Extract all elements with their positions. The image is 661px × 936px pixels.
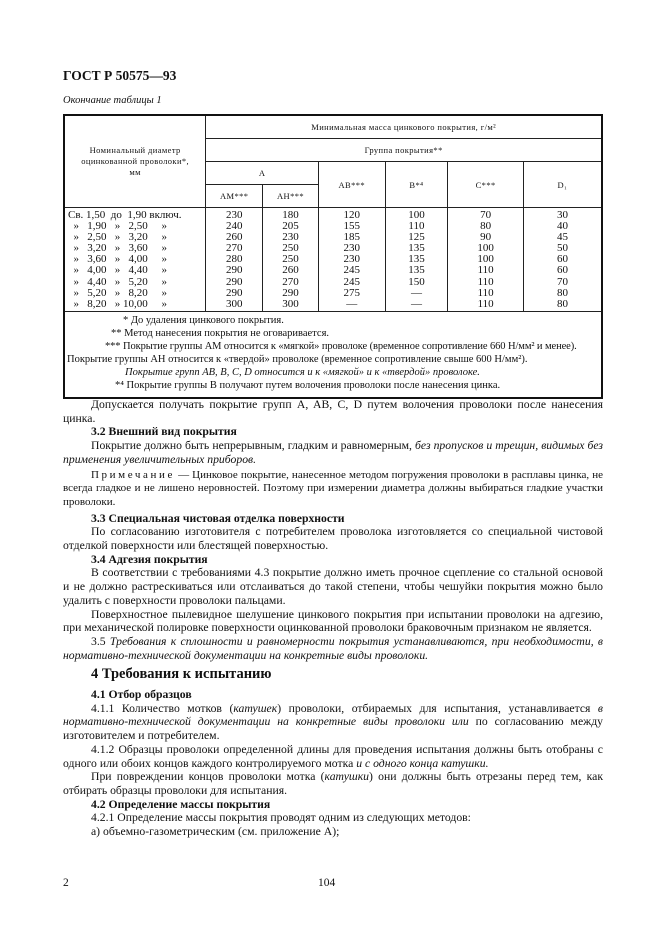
text: Поверхностное пылевидное шелушение цинкового покрытия при испытании проволоки на адгезию, при механической полировке поверхности оцинкованной проволоки браковочным признаком не является. (63, 607, 603, 635)
paragraph (63, 702, 603, 743)
paragraph (63, 825, 603, 839)
mass-value: 80 (480, 220, 492, 233)
header-am: AM*** (206, 185, 263, 208)
text: Допускается получать покрытие групп A, AB, C, D путем волочения проволоки после нанесения цинка. (63, 398, 603, 425)
header-group-a: A (206, 162, 319, 185)
footnote: ** Метод нанесения покрытия не оговаривается. (111, 327, 330, 339)
mass-value: 300 (225, 297, 243, 310)
paragraph (63, 770, 603, 797)
mass-value: 180 (282, 209, 299, 221)
header-b: B*⁴ (385, 162, 448, 208)
text: 3.5 (91, 634, 110, 648)
paragraph (63, 608, 603, 635)
mass-value: 60 (556, 264, 568, 277)
mass-value: 245 (343, 275, 361, 288)
table-caption: Окончание таблицы 1 (63, 95, 162, 106)
footnote: * До удаления цинкового покрытия. (123, 314, 284, 326)
mass-value: 125 (408, 231, 425, 244)
mass-value: 100 (408, 209, 425, 221)
section-heading (63, 512, 603, 526)
diameter-range: » 8,20 » 10,00 » (68, 297, 167, 310)
c-column (448, 208, 524, 312)
ah-column (263, 208, 319, 312)
mass-value: 250 (282, 242, 299, 255)
mass-value: 300 (282, 297, 299, 310)
diameter-range: » 5,20 » 8,20 » (68, 286, 167, 299)
mass-value: 240 (225, 220, 243, 233)
text: 4.2 Определение массы покрытия (91, 797, 271, 811)
mass-value: 100 (477, 242, 494, 255)
sheet-number: 104 (318, 877, 336, 889)
header-diameter: Номинальный диаметр оцинкованной проволоки*, мм (64, 115, 206, 208)
note (63, 469, 603, 510)
text: а) объемно-газометрическим (см. приложение A); (91, 825, 340, 839)
mass-value: 80 (556, 286, 568, 299)
mass-value: 230 (282, 231, 299, 244)
header-d1: D₁ (523, 162, 602, 208)
header-ab: AB*** (318, 162, 385, 208)
mass-value: 185 (343, 231, 361, 244)
mass-value: 110 (477, 275, 494, 288)
mass-value: 275 (343, 286, 361, 299)
zinc-coating-table (63, 114, 603, 399)
mass-value: 230 (343, 242, 361, 255)
paragraph (63, 566, 603, 607)
diameter-range: » 4,40 » 5,20 » (68, 275, 167, 288)
mass-value: 135 (408, 264, 425, 277)
text: 4 Требования к испытанию (91, 666, 272, 683)
footnote: Покрытие группы AH относится к «твердой» проволоке (временное сопротивление свыше 600 Н/мм²). (67, 353, 528, 365)
mass-value: 250 (282, 253, 299, 266)
diameter-range: » 1,90 » 2,50 » (68, 220, 167, 233)
diameter-range: Св. 1,50 до 1,90 включ. (68, 209, 182, 221)
mass-value: 110 (477, 297, 494, 310)
italic-text: Требования к сплошности и равномерности покрытия устанавливаются, при необходимости, в нормативно-технической документации на конкретные виды проволоки. (63, 634, 603, 662)
paragraph (63, 439, 603, 466)
mass-value: 135 (408, 253, 425, 266)
mass-value: 110 (477, 286, 494, 299)
am-column (206, 208, 263, 312)
mass-value: 260 (225, 231, 243, 244)
text: ) они должны быть отрезаны перед тем, как отбирать образцы проволоки для испытания. (63, 770, 603, 797)
mass-value: 290 (225, 275, 243, 288)
diameter-range: » 4,00 » 4,40 » (68, 264, 167, 277)
mass-value: 80 (556, 297, 568, 310)
text: по согласованию между изготовителем и потребителем. (63, 715, 604, 743)
mass-value: 100 (477, 253, 494, 266)
mass-value: 120 (343, 209, 361, 221)
italic-text: без пропусков и трещин, видимых без применения увеличительных приборов. (63, 439, 603, 466)
mass-value: 45 (556, 231, 568, 244)
ab-column (318, 208, 385, 312)
mass-value: 40 (556, 220, 568, 233)
mass-value: 50 (556, 242, 568, 255)
text: В соответствии с требованиями 4.3 покрытие должно иметь прочное сцепление со стальной основой и не должно растрескиваться или отслаиваться до такой степени, чтобы чешуйки покрытия можно было удалить с поверхности проволоки пальцами. (63, 566, 603, 607)
mass-value: 230 (225, 209, 243, 221)
b-column (385, 208, 448, 312)
mass-value: 135 (408, 242, 425, 255)
text: 3.4 Адгезия покрытия (91, 552, 208, 566)
text: При повреждении концов проволоки мотка ( (91, 770, 325, 784)
footnote: *** Покрытие группы AM относится к «мягкой» проволоке (временное сопротивление 660 Н/мм² и менее). (105, 340, 577, 352)
diameter-range: » 2,50 » 3,20 » (68, 231, 167, 244)
mass-value: 60 (556, 253, 568, 266)
mass-value: 150 (408, 275, 425, 288)
diameter-range: » 3,60 » 4,00 » (68, 253, 167, 266)
text: ) проволоки, отбираемых для испытания, устанавливается (277, 701, 598, 715)
d1-column (523, 208, 602, 312)
section-heading (63, 553, 603, 567)
footnote: Покрытие групп AB, B, C, D относится и к «мягкой» и к «твердой» проволоке. (125, 366, 480, 378)
mass-value: 70 (556, 275, 568, 288)
paragraph (63, 743, 603, 770)
paragraph (63, 398, 603, 425)
mass-value: 110 (408, 220, 425, 233)
diameter-range: » 3,20 » 3,60 » (68, 242, 167, 255)
mass-value: 290 (225, 286, 243, 299)
italic-text: в нормативно-технической документации на конкретные виды проволоки или (63, 701, 603, 729)
footnote: *⁴ Покрытие группы B получают путем волочения проволоки после нанесения цинка. (115, 379, 501, 391)
mass-value: 70 (480, 209, 492, 221)
text: 3.3 Специальная чистовая отделка поверхности (91, 511, 345, 525)
document-code: ГОСТ Р 50575—93 (63, 68, 177, 83)
mass-value: 30 (556, 209, 568, 221)
italic-text: катушек (233, 701, 278, 715)
mass-value: 290 (225, 264, 243, 277)
header-mass: Минимальная масса цинкового покрытия, г/м² (206, 115, 602, 139)
mass-value: — (410, 286, 422, 299)
section-heading (63, 668, 603, 682)
mass-value: 110 (477, 264, 494, 277)
mass-value: 280 (225, 253, 243, 266)
text: 4.1.2 Образцы проволоки определенной длины для проведения испытания должны быть отобраны с одного или обоих концов каждого контролируемого мотка (63, 742, 603, 770)
mass-value: 270 (225, 242, 243, 255)
mass-value: 245 (343, 264, 361, 277)
mass-value: 90 (480, 231, 492, 244)
mass-value: 290 (282, 286, 299, 299)
section-heading (63, 688, 603, 702)
mass-value: 230 (343, 253, 361, 266)
paragraph (63, 811, 603, 825)
mass-value: — (346, 297, 358, 310)
mass-value: 260 (282, 264, 299, 277)
paragraph (63, 525, 603, 552)
table-footnotes (64, 311, 602, 398)
header-c: C*** (448, 162, 524, 208)
text: 4.1 Отбор образцов (91, 688, 192, 702)
mass-value: — (410, 297, 422, 310)
section-heading (63, 798, 603, 812)
mass-value: 155 (343, 220, 361, 233)
text: — Цинковое покрытие, нанесенное методом погружения проволоки в расплавы цинка, не всегда гладкое и не лишено неровностей. Поэтому при измерении диаметра должны выбираться гладкие участки проволоки. (63, 468, 603, 508)
italic-text: и с одного конца катушки. (356, 756, 489, 770)
mass-value: 205 (282, 220, 299, 233)
text: 4.2.1 Определение массы покрытия проводят одним из следующих методов: (91, 811, 471, 825)
text: По согласованию изготовителя с потребителем проволока изготовляется со специальной чистовой отделкой поверхности или блестящей поверхностью. (63, 525, 603, 553)
text: 3.2 Внешний вид покрытия (91, 425, 237, 439)
paragraph (63, 635, 603, 662)
text: Покрытие должно быть непрерывным, гладким и равномерным, (91, 439, 416, 453)
body-text (63, 398, 603, 839)
text: 4.1.1 Количество мотков ( (91, 701, 234, 715)
page-number: 2 (63, 877, 69, 889)
italic-text: катушки (324, 770, 370, 784)
section-heading (63, 425, 603, 439)
mass-value: 270 (282, 275, 299, 288)
diameter-column (64, 208, 206, 312)
header-ah: AH*** (263, 185, 319, 208)
header-group: Группа покрытия** (206, 139, 602, 162)
text: Примечание (91, 468, 175, 481)
